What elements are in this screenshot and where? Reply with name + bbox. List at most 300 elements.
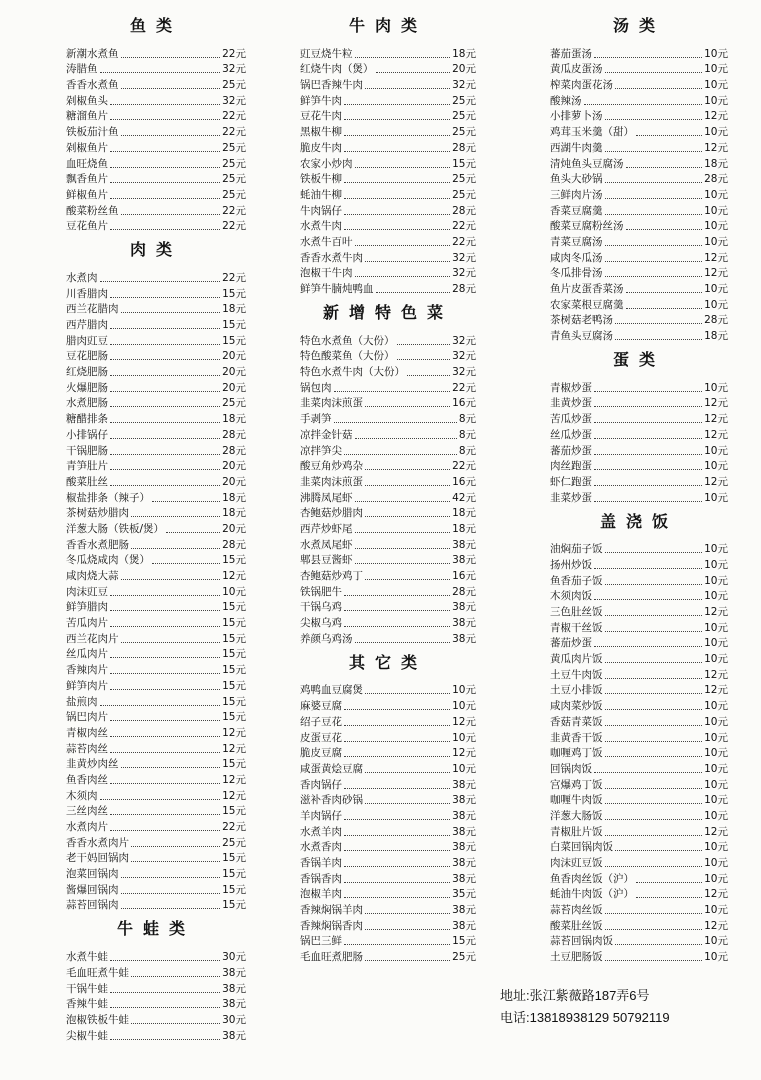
menu-item (550, 124, 728, 140)
dish-name: 水煮肥肠 (66, 397, 108, 410)
dish-price: 10元 (704, 491, 728, 504)
dot-leader (626, 167, 703, 168)
menu-item (550, 234, 728, 250)
dish-price: 32元 (222, 94, 246, 107)
dish-price: 10元 (704, 904, 728, 917)
dot-leader (131, 846, 220, 847)
dot-leader (121, 642, 221, 643)
menu-item (66, 600, 246, 616)
dot-leader (615, 323, 702, 324)
dish-price: 38元 (452, 841, 476, 854)
dish-price: 10元 (704, 731, 728, 744)
dish-price: 25元 (222, 141, 246, 154)
menu-item (300, 62, 476, 78)
menu-section (300, 14, 476, 297)
dish-price: 38元 (452, 601, 476, 614)
dish-price: 10元 (704, 63, 728, 76)
dish-price: 15元 (222, 679, 246, 692)
dish-name: 茶树菇炒腊肉 (66, 507, 129, 520)
dish-price: 12元 (222, 789, 246, 802)
dot-leader (100, 281, 221, 282)
dish-price: 15元 (452, 157, 476, 170)
menu-item (550, 808, 728, 824)
menu-item (66, 694, 246, 710)
dish-price: 10元 (704, 872, 728, 885)
menu-item (300, 887, 476, 903)
dish-name: 水煮羊肉 (300, 825, 342, 838)
dish-name: 豆花肥肠 (66, 350, 108, 363)
dish-price: 15元 (222, 695, 246, 708)
dish-name: 土豆小排饭 (550, 684, 603, 697)
menu-item (66, 302, 246, 318)
menu-item (66, 1028, 246, 1044)
dish-name: 锅包肉 (300, 381, 332, 394)
dish-name: 香香水煮牛肉 (300, 251, 363, 264)
dish-price: 10元 (452, 700, 476, 713)
menu-item (550, 203, 728, 219)
menu-item (66, 411, 246, 427)
menu-item (550, 411, 728, 427)
dot-leader (605, 584, 703, 585)
dish-price: 38元 (452, 794, 476, 807)
dish-name: 盐煎肉 (66, 695, 98, 708)
dot-leader (110, 182, 220, 183)
dish-name: 清炖鱼头豆腐汤 (550, 157, 624, 170)
dot-leader (344, 819, 450, 820)
dot-leader (615, 88, 702, 89)
dot-leader (376, 72, 451, 73)
dish-name: 洋葱大肠饭 (550, 809, 603, 822)
dot-leader (636, 897, 702, 898)
dish-price: 12元 (704, 475, 728, 488)
menu-item (550, 474, 728, 490)
menu-column-2 (300, 14, 476, 969)
menu-item (300, 568, 476, 584)
dish-price: 28元 (452, 585, 476, 598)
menu-item (66, 93, 246, 109)
dish-price: 10元 (704, 283, 728, 295)
menu-item (550, 443, 728, 459)
dish-name: 泡椒羊肉 (300, 888, 342, 901)
dish-name: 蒜苔肉丝饭 (550, 904, 603, 917)
dot-leader (605, 678, 703, 679)
dish-price: 38元 (452, 632, 476, 645)
dot-leader (605, 725, 703, 726)
menu-item (66, 725, 246, 741)
dot-leader (605, 198, 703, 199)
dish-price: 10元 (704, 590, 728, 603)
dish-price: 12元 (222, 570, 246, 582)
dot-leader (110, 1039, 220, 1040)
dish-price: 22元 (222, 821, 246, 833)
dish-price: 22元 (222, 204, 246, 217)
dot-leader (636, 135, 702, 136)
menu-item (550, 557, 728, 573)
dish-price: 12元 (452, 747, 476, 760)
dish-price: 28元 (222, 444, 246, 457)
dish-price: 10元 (704, 79, 728, 92)
menu-item (66, 109, 246, 125)
menu-column-3 (550, 14, 728, 969)
dot-leader (110, 736, 220, 737)
menu-item (550, 604, 728, 620)
dot-leader (110, 720, 220, 721)
dish-name: 鸡鸭血豆腐煲 (300, 684, 363, 697)
dot-leader (355, 563, 451, 564)
dish-price: 18元 (222, 413, 246, 426)
menu-item (550, 887, 728, 903)
dot-leader (166, 532, 220, 533)
dish-name: 特色水煮牛肉（大份） (300, 366, 405, 379)
menu-item (550, 824, 728, 840)
dish-price: 38元 (452, 825, 476, 838)
dish-name: 干锅肥肠 (66, 444, 108, 457)
dish-price: 10元 (704, 444, 728, 457)
dish-name: 香辣肉片 (66, 664, 108, 677)
menu-section (300, 301, 476, 647)
menu-item (550, 714, 728, 730)
dish-name: 木须肉 (66, 789, 98, 802)
menu-item (300, 824, 476, 840)
dish-name: 干锅乌鸡 (300, 601, 342, 614)
menu-item (300, 124, 476, 140)
dish-name: 回锅肉饭 (550, 762, 592, 775)
dot-leader (626, 292, 703, 293)
dish-price: 25元 (222, 397, 246, 410)
dot-leader (344, 835, 450, 836)
menu-item (550, 777, 728, 793)
dot-leader (344, 454, 457, 455)
menu-item (300, 855, 476, 871)
dish-name: 火爆肥肠 (66, 381, 108, 394)
menu-item (66, 882, 246, 898)
dot-leader (605, 913, 703, 914)
dish-name: 香辣牛蛙 (66, 998, 108, 1011)
menu-item (550, 730, 728, 746)
dish-name: 咖喱牛肉饭 (550, 794, 603, 807)
menu-item (550, 573, 728, 589)
menu-item (300, 902, 476, 918)
menu-column-1 (66, 14, 246, 1048)
menu-item (300, 109, 476, 125)
menu-item (550, 328, 728, 344)
dish-price: 10元 (704, 794, 728, 807)
menu-item (66, 380, 246, 396)
dish-name: 小排锅仔 (66, 428, 108, 441)
dish-price: 18元 (704, 330, 728, 343)
dot-leader (110, 830, 220, 831)
dish-price: 38元 (452, 778, 476, 791)
dish-name: 蒜苔回锅肉 (66, 899, 119, 912)
dish-price: 18元 (222, 507, 246, 520)
dish-price: 15元 (222, 648, 246, 661)
dot-leader (110, 422, 220, 423)
dish-price: 10元 (704, 700, 728, 713)
menu-item (550, 855, 728, 871)
dish-name: 茶树菇老鸭汤 (550, 314, 613, 327)
menu-item (300, 349, 476, 365)
dot-leader (594, 501, 702, 502)
dish-price: 38元 (452, 904, 476, 917)
dish-price: 22元 (222, 271, 246, 284)
menu-item (300, 521, 476, 537)
menu-item (300, 683, 476, 699)
dot-leader (121, 908, 221, 909)
dish-price: 12元 (704, 428, 728, 441)
menu-item (300, 761, 476, 777)
dot-leader (110, 485, 220, 486)
dish-price: 25元 (222, 836, 246, 849)
dot-leader (344, 214, 450, 215)
dish-price: 20元 (222, 475, 246, 488)
dish-price: 25元 (452, 110, 476, 123)
dish-name: 羊肉锅仔 (300, 809, 342, 822)
dot-leader (121, 88, 221, 89)
dish-name: 农家小炒肉 (300, 157, 353, 170)
dish-price: 16元 (452, 570, 476, 582)
dish-price: 12元 (704, 397, 728, 410)
menu-item (300, 427, 476, 443)
section-heading: 牛蛙类 (116, 919, 195, 939)
dish-name: 木须肉饭 (550, 590, 592, 603)
dish-name: 蒜苔回锅肉饭 (550, 935, 613, 948)
dish-price: 12元 (704, 267, 728, 280)
dish-price: 35元 (452, 888, 476, 901)
menu-item (66, 553, 246, 569)
dot-leader (605, 756, 703, 757)
dish-name: 蕃茄蛋汤 (550, 47, 592, 60)
menu-item (300, 474, 476, 490)
menu-item (66, 631, 246, 647)
dot-leader (100, 799, 221, 800)
dish-name: 香辣焖锅羊肉 (300, 904, 363, 917)
dish-name: 蒜苔肉丝 (66, 742, 108, 755)
dot-leader (605, 693, 703, 694)
dish-name: 扬州炒饭 (550, 558, 592, 571)
dish-name: 剁椒鱼片 (66, 141, 108, 154)
dish-name: 三色肚丝饭 (550, 606, 603, 618)
dot-leader (100, 72, 221, 73)
menu-item (300, 615, 476, 631)
dish-name: 青椒干丝饭 (550, 621, 603, 634)
dish-price: 38元 (222, 982, 246, 995)
dish-name: 锅巴三鲜 (300, 935, 342, 948)
dish-price: 10元 (704, 841, 728, 854)
dot-leader (344, 897, 450, 898)
dish-name: 黑椒牛柳 (300, 126, 342, 139)
dish-price: 25元 (452, 94, 476, 107)
menu-item (300, 364, 476, 380)
dish-name: 香香水煮肉片 (66, 836, 129, 849)
dish-price: 18元 (452, 47, 476, 60)
dish-price: 15元 (222, 758, 246, 771)
dish-name: 韭黄香干饭 (550, 731, 603, 744)
dot-leader (110, 610, 220, 611)
dish-name: 毛血旺煮牛蛙 (66, 966, 129, 979)
dish-price: 20元 (222, 460, 246, 473)
dish-name: 香菇青菜饭 (550, 715, 603, 728)
menu-item (300, 443, 476, 459)
dish-name: 酸菜肚丝 (66, 475, 108, 488)
dot-leader (397, 344, 451, 345)
dot-leader (365, 960, 450, 961)
dish-price: 25元 (222, 188, 246, 201)
dish-price: 10元 (704, 235, 728, 248)
dish-price: 18元 (222, 491, 246, 504)
dot-leader (110, 1007, 220, 1008)
dish-price: 15元 (222, 899, 246, 912)
menu-item (550, 683, 728, 699)
dish-price: 8元 (458, 444, 476, 457)
menu-item (66, 678, 246, 694)
menu-item (300, 730, 476, 746)
dish-price: 38元 (452, 554, 476, 567)
dish-price: 38元 (222, 998, 246, 1011)
dish-name: 韭菜肉沫煎蛋 (300, 397, 363, 410)
dish-price: 12元 (222, 773, 246, 786)
dot-leader (344, 882, 450, 883)
section-heading: 牛肉类 (348, 16, 427, 35)
menu-item (66, 851, 246, 867)
dish-name: 鱼片皮蛋香菜汤 (550, 283, 624, 295)
menu-item (300, 380, 476, 396)
dish-price: 32元 (452, 350, 476, 363)
dish-price: 22元 (222, 126, 246, 139)
menu-item (300, 396, 476, 412)
dish-price: 12元 (704, 684, 728, 697)
dish-name: 豆花牛肉 (300, 110, 342, 123)
menu-item (550, 746, 728, 762)
menu-item (66, 364, 246, 380)
dot-leader (110, 104, 220, 105)
dot-leader (636, 882, 702, 883)
dish-price: 16元 (452, 475, 476, 488)
menu-item (300, 490, 476, 506)
dot-leader (594, 469, 702, 470)
dish-price: 32元 (452, 366, 476, 379)
dot-leader (615, 850, 702, 851)
menu-item (550, 313, 728, 329)
dot-leader (605, 835, 703, 836)
dish-price: 15元 (222, 868, 246, 881)
dish-name: 青椒肚片饭 (550, 825, 603, 838)
dish-name: 泡椒铁板牛蛙 (66, 1013, 129, 1026)
dot-leader (605, 819, 703, 820)
dish-name: 手剥笋 (300, 413, 332, 426)
menu-item (300, 793, 476, 809)
menu-item (300, 918, 476, 934)
dot-leader (594, 454, 702, 455)
menu-item (550, 793, 728, 809)
dot-leader (594, 568, 702, 569)
dish-name: 宫爆鸡丁饭 (550, 778, 603, 791)
dish-price: 10元 (704, 381, 728, 394)
dish-name: 酱爆回锅肉 (66, 883, 119, 896)
dot-leader (131, 1023, 220, 1024)
dot-leader (605, 552, 703, 553)
dish-name: 香香水煮肥肠 (66, 538, 129, 551)
dish-name: 锅巴香辣牛肉 (300, 79, 363, 92)
menu-item (66, 584, 246, 600)
dot-leader (605, 662, 703, 663)
dish-name: 土豆肥肠饭 (550, 951, 603, 964)
menu-item (300, 156, 476, 172)
menu-item (66, 710, 246, 726)
dish-name: 香锅羊肉 (300, 857, 342, 869)
dot-leader (110, 689, 220, 690)
dish-name: 香辣焖锅香肉 (300, 919, 363, 932)
dish-name: 铁锅肥牛 (300, 585, 342, 598)
dot-leader (605, 214, 703, 215)
dish-name: 特色水煮鱼（大份） (300, 334, 395, 347)
dot-leader (344, 866, 450, 867)
section-heading: 肉类 (129, 240, 182, 260)
dish-name: 水煮牛肉 (300, 220, 342, 233)
dish-name: 豆花鱼片 (66, 220, 108, 233)
dot-leader (594, 391, 702, 392)
dot-leader (605, 803, 703, 804)
dish-price: 28元 (222, 538, 246, 551)
dot-leader (376, 292, 451, 293)
menu-item (66, 474, 246, 490)
menu-item (550, 93, 728, 109)
dot-leader (110, 595, 220, 596)
dish-name: 脆皮牛肉 (300, 141, 342, 154)
dot-leader (110, 328, 220, 329)
dot-leader (626, 308, 703, 309)
menu-item (550, 871, 728, 887)
dot-leader (355, 642, 451, 643)
dish-price: 12元 (704, 606, 728, 618)
dot-leader (344, 944, 450, 945)
menu-item (300, 281, 476, 297)
dot-leader (110, 344, 220, 345)
dot-leader (605, 72, 703, 73)
dish-price: 38元 (452, 872, 476, 885)
menu-item (550, 46, 728, 62)
dish-name: 老干妈回锅肉 (66, 852, 129, 865)
menu-item (300, 553, 476, 569)
menu-item (66, 459, 246, 475)
dish-name: 苦瓜肉片 (66, 617, 108, 630)
menu-item (66, 124, 246, 140)
dot-leader (355, 167, 451, 168)
dish-name: 蕃茄炒蛋 (550, 637, 592, 650)
dish-price: 32元 (452, 267, 476, 280)
menu-item (550, 380, 728, 396)
dish-name: 蕃茄炒蛋 (550, 444, 592, 457)
dish-name: 凉拌金针菇 (300, 428, 353, 441)
dish-price: 8元 (458, 428, 476, 441)
dish-name: 酸豆角炒鸡杂 (300, 460, 363, 473)
dot-leader (344, 595, 450, 596)
dot-leader (110, 119, 220, 120)
dish-price: 10元 (704, 188, 728, 201)
menu-section (550, 14, 728, 344)
dish-price: 22元 (452, 220, 476, 233)
menu-item (66, 741, 246, 757)
dish-price: 25元 (452, 173, 476, 186)
dish-price: 10元 (704, 637, 728, 650)
dot-leader (131, 516, 220, 517)
dot-leader (121, 893, 221, 894)
menu-item (66, 140, 246, 156)
menu-item (66, 62, 246, 78)
dot-leader (121, 312, 221, 313)
menu-item (300, 506, 476, 522)
dot-leader (344, 725, 450, 726)
menu-item (300, 266, 476, 282)
